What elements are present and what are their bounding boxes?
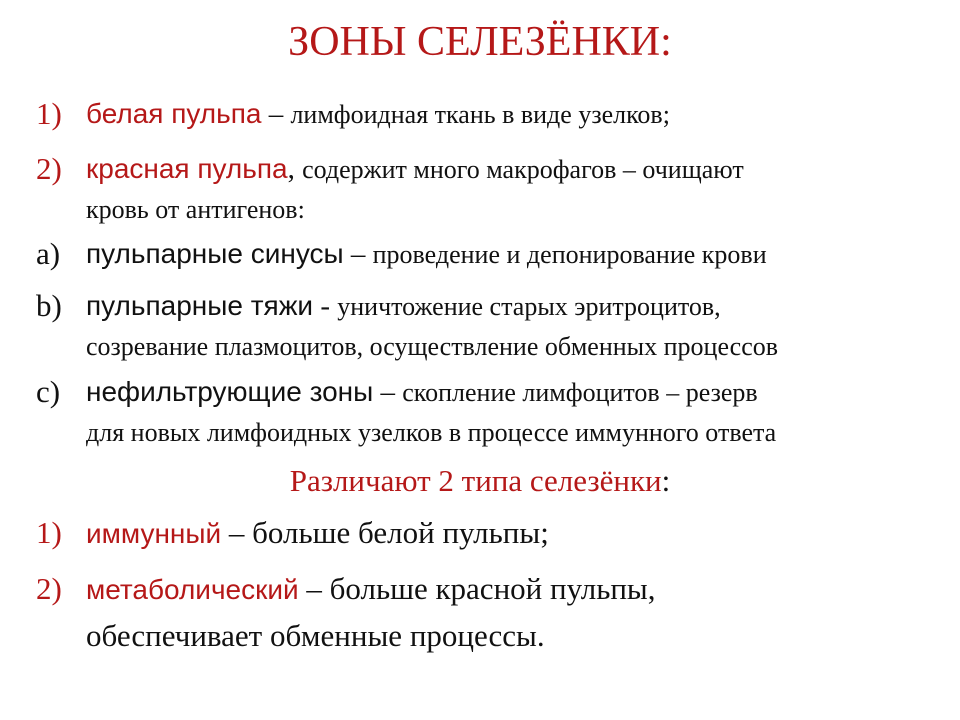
separator: – — [343, 238, 373, 270]
subtitle-text: Различают 2 типа селезёнки — [289, 463, 662, 498]
type-description: больше белой пульпы; — [252, 515, 549, 550]
separator: – — [298, 571, 330, 606]
subtitle-colon: : — [661, 463, 671, 498]
list-marker: 2) — [36, 571, 62, 606]
zone-term: пульпарные синусы — [86, 238, 344, 269]
separator: , — [287, 153, 303, 185]
zone-description: лимфоидная ткань в виде узелков; — [290, 100, 670, 129]
zone-item-pulp-sinuses — [36, 235, 926, 278]
zone-term: красная пульпа — [86, 153, 288, 184]
section-subtitle — [0, 462, 960, 500]
zone-item-red-pulp — [36, 150, 926, 227]
separator: – — [373, 376, 403, 408]
list-marker: 1) — [36, 96, 62, 131]
zone-description-continued: созревание плазмоцитов, осуществление обменных процессов — [86, 332, 779, 361]
zone-description-continued: для новых лимфоидных узелков в процессе иммунного ответа — [86, 418, 777, 447]
list-marker: b) — [36, 288, 62, 323]
list-marker: 2) — [36, 151, 62, 186]
zone-item-non-filtering — [36, 373, 926, 450]
zone-description: уничтожение старых эритроцитов, — [337, 292, 721, 321]
zone-description: скопление лимфоцитов – резерв — [402, 378, 758, 407]
type-description: больше красной пульпы, — [329, 571, 656, 606]
zone-description: содержит много макрофагов – очищают — [302, 155, 744, 184]
list-marker: c) — [36, 374, 61, 409]
zone-term: белая пульпа — [86, 98, 262, 129]
zone-description-continued: кровь от антигенов: — [86, 195, 305, 224]
zone-item-pulp-cords — [36, 287, 926, 364]
separator: – — [221, 515, 253, 550]
zone-term: нефильтрующие зоны — [86, 376, 374, 407]
zone-description: проведение и депонирование крови — [372, 240, 767, 269]
zone-item-white-pulp — [36, 95, 926, 138]
type-term: метаболический — [86, 574, 299, 605]
list-marker: a) — [36, 236, 61, 271]
list-marker: 1) — [36, 515, 62, 550]
type-item-immune — [36, 514, 926, 558]
separator: - — [313, 290, 338, 322]
zone-term: пульпарные тяжи — [86, 290, 314, 321]
type-term: иммунный — [86, 518, 222, 549]
type-description-continued: обеспечивает обменные процессы. — [86, 618, 545, 653]
slide-title: ЗОНЫ СЕЛЕЗЁНКИ: — [288, 19, 672, 65]
separator: – — [261, 98, 291, 130]
type-item-metabolic — [36, 570, 926, 658]
